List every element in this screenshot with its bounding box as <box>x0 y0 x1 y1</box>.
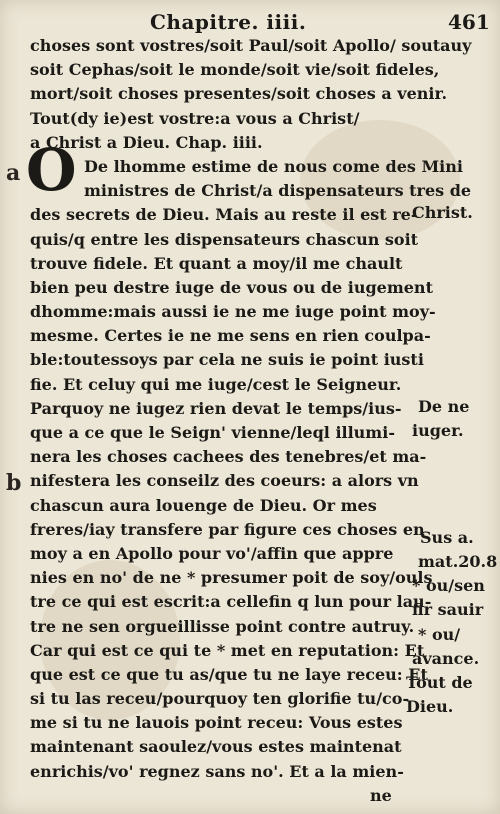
text-line: tre ce qui est escrit:a cellefin q lun pour lau- <box>30 592 432 612</box>
text-line: nera les choses cachees des tenebres/et ma- <box>30 447 427 467</box>
text-line: mesme. Certes ie ne me sens en rien coulpa- <box>30 326 431 346</box>
running-head: Chapitre. iiii. <box>150 10 307 34</box>
text-line: tre ne sen orgueillisse point contre autruy. <box>30 616 415 636</box>
text-line: De lhomme estime de nous come des Mini <box>84 156 463 176</box>
marginal-note: Dieu. <box>406 697 454 716</box>
margin-letter-b: b <box>6 470 22 496</box>
text-line: soit Cephas/soit le monde/soit vie/soit fideles, <box>30 60 440 80</box>
marginal-note: fir sauir <box>412 600 484 619</box>
text-line: bien peu destre iuge de vous ou de iugement <box>30 277 433 297</box>
text-line: me si tu ne lauois point receu: Vous estes <box>30 713 403 733</box>
text-line: freres/iay transfere par figure ces choses en <box>30 519 425 539</box>
text-line: moy a en Apollo pour vo'/affin que appre <box>30 543 394 563</box>
text-line: Parquoy ne iugez rien devat le temps/ius- <box>30 398 402 418</box>
text-line: des secrets de Dieu. Mais au reste il est re- <box>30 205 418 225</box>
marginal-note: avance. <box>412 649 480 668</box>
text-line: quis/q entre les dispensateurs chascun soit <box>30 229 419 249</box>
margin-letter-a: a <box>6 160 21 186</box>
text-line: nifestera les conseilz des coeurs: a alors vn <box>30 471 419 491</box>
marginal-note: Sus a. <box>420 528 474 547</box>
marginal-note: iuger. <box>412 421 464 440</box>
text-line: fie. Et celuy qui me iuge/cest le Seigneur. <box>30 374 402 394</box>
text-line: ministres de Christ/a dispensateurs tres de <box>84 181 472 201</box>
catchword: ne <box>370 785 392 805</box>
text-line: mort/soit choses presentes/soit choses a venir. <box>30 84 448 104</box>
marginal-note: Tout de <box>406 673 473 692</box>
text-line: si tu las receu/pourquoy ten glorifie tu/co- <box>30 689 410 709</box>
text-line: maintenant saoulez/vous estes maintenat <box>30 737 402 757</box>
text-line: que a ce que le Seign' vienne/leql illumi- <box>30 423 395 442</box>
marginal-note: * ou/ <box>418 625 461 644</box>
page-header <box>0 6 500 36</box>
text-line: dhomme:mais aussi ie ne me iuge point moy- <box>30 302 436 322</box>
page-number: 461 <box>448 10 490 34</box>
text-line: chascun aura louenge de Dieu. Or mes <box>30 495 377 515</box>
text-line: Car qui est ce qui te * met en reputation: Et <box>30 640 425 660</box>
text-line: que est ce que tu as/que tu ne laye receu: Et <box>30 664 428 684</box>
marginal-note: mat.20.8 <box>418 552 498 571</box>
marginal-note: * ou/sen <box>412 576 485 595</box>
text-line: choses sont vostres/soit Paul/soit Apollo/ soutauy <box>30 36 472 55</box>
text-line: nies en no' de ne * presumer poit de soy/ouls <box>30 568 433 588</box>
text-line: trouve fidele. Et quant a moy/il me chault <box>30 253 403 273</box>
text-line: Tout(dy ie)est vostre:a vous a Christ/ <box>30 108 360 128</box>
chapter-heading: a Christ a Dieu. Chap. iiii. <box>30 132 263 152</box>
drop-cap: O <box>26 136 77 204</box>
marginal-note: De ne <box>418 397 470 416</box>
text-line: ble:toutessoys par cela ne suis ie point iusti <box>30 350 424 370</box>
marginal-note: Christ. <box>412 203 473 222</box>
text-line: enrichis/vo' regnez sans no'. Et a la mien- <box>30 761 404 781</box>
